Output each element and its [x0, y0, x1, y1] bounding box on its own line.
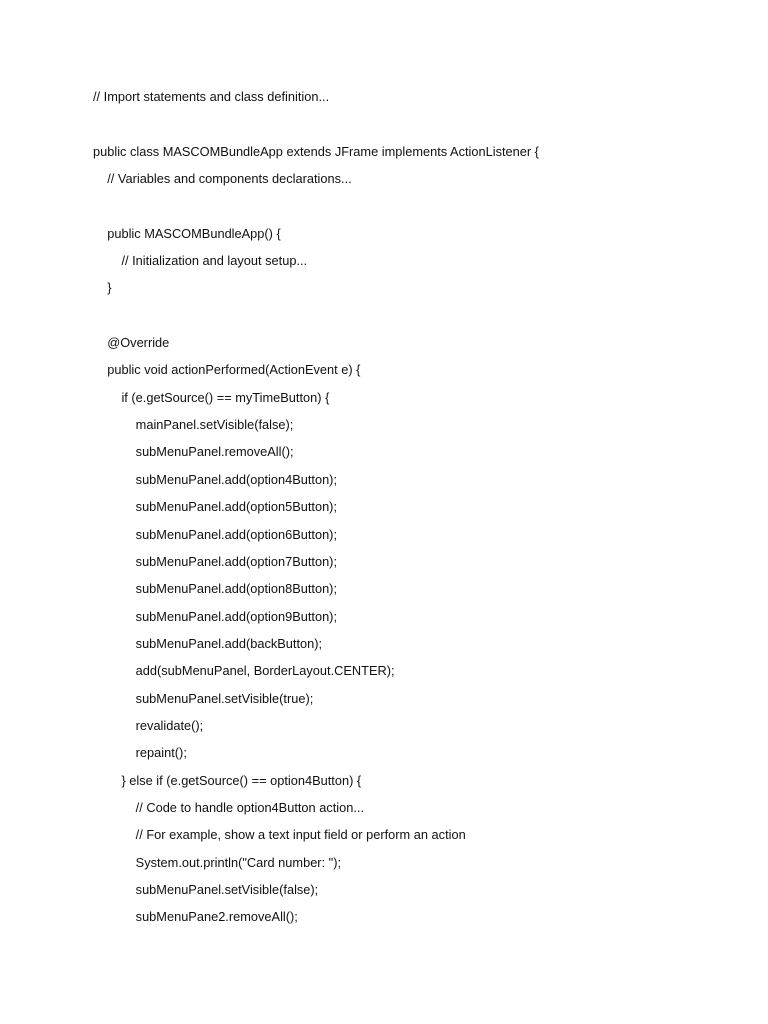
code-line: } else if (e.getSource() == option4Button) { — [93, 772, 362, 788]
code-line: public void actionPerformed(ActionEvent e) { — [93, 362, 361, 378]
code-line: subMenuPanel.add(option7Button); — [93, 553, 338, 569]
code-line: revalidate(); — [93, 717, 204, 733]
code-line: // Code to handle option4Button action... — [93, 799, 365, 815]
code-line: subMenuPanel.add(option4Button); — [93, 471, 338, 487]
code-line: // Variables and components declarations... — [93, 171, 352, 187]
code-line: subMenuPanel.add(backButton); — [93, 635, 323, 651]
code-line: if (e.getSource() == myTimeButton) { — [93, 389, 330, 405]
code-listing — [93, 83, 733, 931]
code-line: // Initialization and layout setup... — [93, 253, 308, 269]
code-line — [93, 192, 733, 219]
code-line: subMenuPane2.removeAll(); — [93, 909, 298, 925]
code-line: public class MASCOMBundleApp extends JFrame implements ActionListener { — [93, 143, 539, 159]
code-line: add(subMenuPanel, BorderLayout.CENTER); — [93, 663, 395, 679]
code-line: repaint(); — [93, 745, 187, 761]
code-line: // For example, show a text input field or perform an action — [93, 827, 466, 843]
code-line: mainPanel.setVisible(false); — [93, 417, 294, 433]
code-line: public MASCOMBundleApp() { — [93, 225, 281, 241]
code-line: subMenuPanel.add(option6Button); — [93, 526, 338, 542]
code-line: subMenuPanel.setVisible(true); — [93, 690, 314, 706]
code-line: subMenuPanel.add(option8Button); — [93, 581, 338, 597]
code-line: subMenuPanel.setVisible(false); — [93, 881, 319, 897]
code-line: @Override — [93, 335, 170, 351]
code-line: subMenuPanel.removeAll(); — [93, 444, 294, 460]
code-line: System.out.println("Card number: "); — [93, 854, 342, 870]
code-line: subMenuPanel.add(option9Button); — [93, 608, 338, 624]
code-line: // Import statements and class definition... — [93, 89, 330, 104]
code-line — [93, 110, 733, 137]
code-line — [93, 302, 733, 329]
code-line: } — [93, 280, 112, 296]
code-line: subMenuPanel.add(option5Button); — [93, 499, 338, 515]
